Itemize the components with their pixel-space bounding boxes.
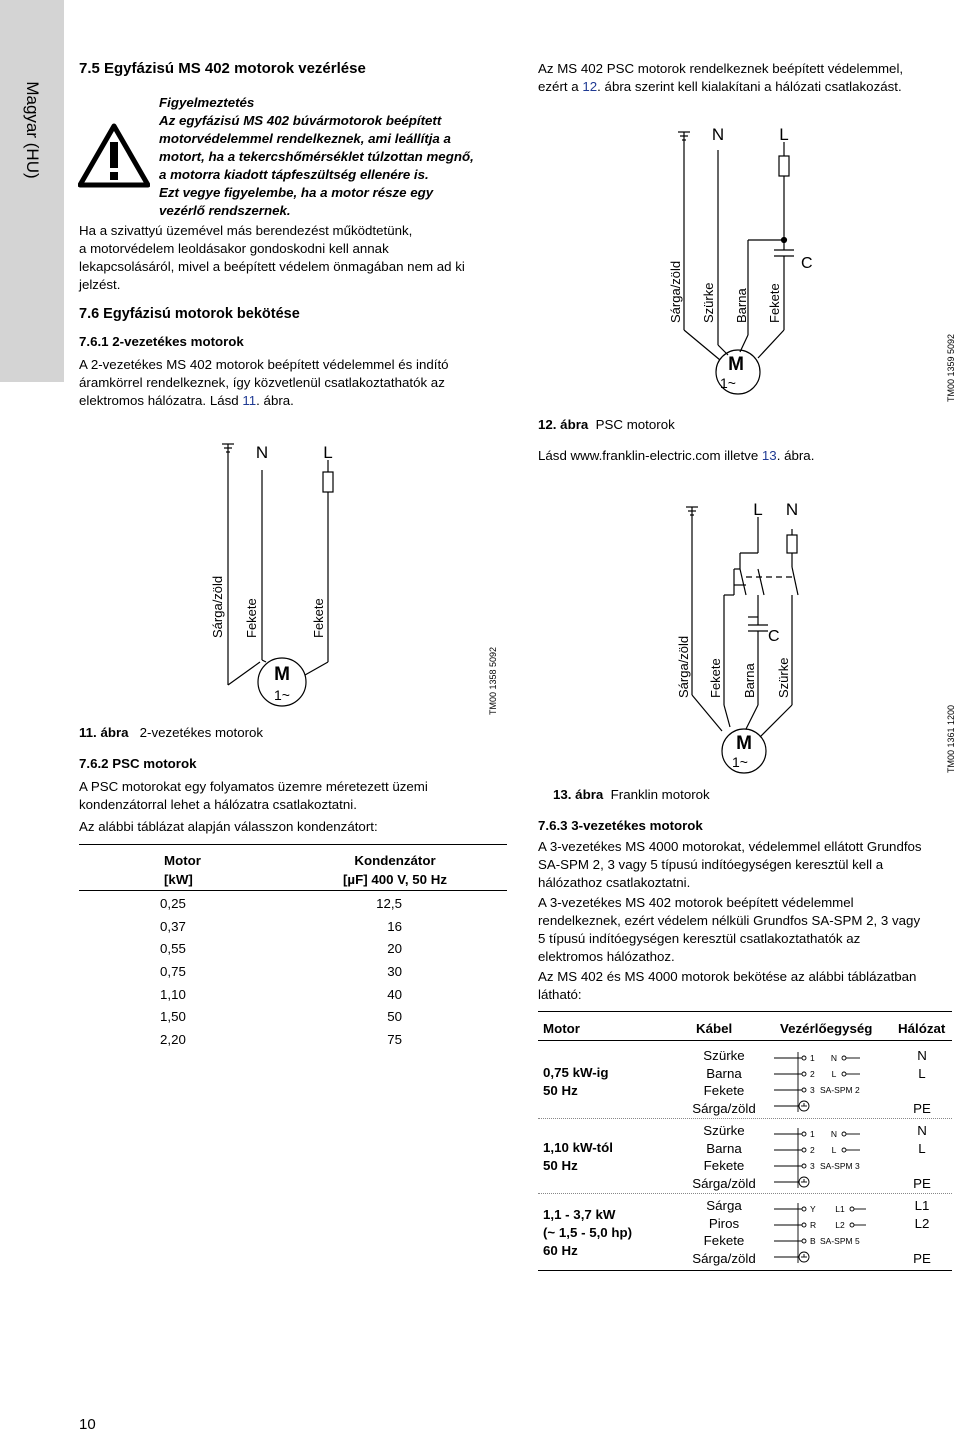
paragraph-see-website: Lásd www.franklin-electric.com illetve 13. ábra. <box>538 448 815 463</box>
figure-12-caption: 12. ábra PSC motorok <box>538 417 675 432</box>
warning-text <box>159 112 474 220</box>
wire-label-1: Fekete <box>244 598 259 638</box>
section-title-7-6-2: 7.6.2 PSC motorok <box>79 756 197 771</box>
row-divider <box>538 1118 952 1119</box>
conn-row-3-motor: 1,1 - 3,7 kW (~ 1,5 - 5,0 hp) 60 Hz <box>543 1207 633 1258</box>
table-row: 0,55 20 <box>160 941 402 957</box>
unit-type-label: SA-SPM 3 <box>820 1161 860 1171</box>
drawing-code: TM00 1358 5092 <box>488 646 498 715</box>
paragraph-3-wire-ms4000 <box>538 838 922 892</box>
warning-line: vezérlő rendszernek. <box>159 203 291 218</box>
table-rule-top <box>79 844 507 845</box>
warning-exclamation-dot <box>110 172 118 180</box>
terminal-label: R <box>810 1220 817 1230</box>
warning-line: a motorra kiadott tápfeszültség ellenére is. <box>159 167 429 182</box>
row-divider <box>538 1193 952 1194</box>
label-C: C <box>768 628 780 645</box>
warning-title: Figyelmeztetés <box>159 95 255 110</box>
text-line: jelzést. <box>79 277 121 292</box>
language-tab <box>0 0 64 382</box>
motor-phase-label: 1~ <box>720 375 736 391</box>
terminal-label: 1 <box>810 1053 815 1063</box>
text-line: rendelkeznek, ezért védelem nélküli Grundfos SA-SPM 2, 3 vagy <box>538 913 921 928</box>
paragraph-motor-protection <box>79 222 465 294</box>
text-line: elektromos hálózathoz. <box>538 949 675 964</box>
label-N: N <box>711 125 725 144</box>
table-row: 0,75 30 <box>160 964 402 980</box>
table-rule-top <box>538 1011 952 1012</box>
conn-row-1-unit-diagram <box>774 1050 874 1114</box>
table-rule-bottom <box>538 1270 952 1271</box>
paragraph-psc-intro <box>538 60 903 96</box>
figure-13-caption: 13. ábra Franklin motorok <box>553 787 710 802</box>
conn-row-2-cables: Szürke Barna Fekete Sárga/zöld <box>692 1123 756 1191</box>
paragraph-connection-table-intro <box>538 968 916 1004</box>
wire-label-1: Szürke <box>701 282 716 323</box>
mains-mark-label: L1 <box>835 1204 845 1214</box>
text-line: kondenzátorral lehet a hálózatra csatlakoztatni. <box>79 797 357 812</box>
wire-label-ground: Sárga/zöld <box>668 260 683 323</box>
terminal-label: 1 <box>810 1129 815 1139</box>
motor-label: M <box>274 664 290 685</box>
warning-line: motorvédelemmel rendelkeznek, ami leállítja a <box>159 131 451 146</box>
paragraph-select-capacitor: Az alábbi táblázat alapján válasszon kondenzátort: <box>79 819 378 834</box>
warning-line: Ezt vegye figyelembe, ha a motor része egy <box>159 185 434 200</box>
conn-row-3-mains: L1 L2 PE <box>913 1198 931 1266</box>
conn-row-3-unit-diagram <box>774 1201 874 1265</box>
motor-label: M <box>736 733 752 754</box>
terminal-label: 2 <box>810 1145 815 1155</box>
wire-label-2: Barna <box>734 288 749 323</box>
label-N: N <box>785 500 799 519</box>
figure-ref-link[interactable]: 12 <box>582 79 598 94</box>
motor-phase-label: 1~ <box>732 754 748 770</box>
text-line: Az MS 402 és MS 4000 motorok bekötése az alábbi táblázatban <box>538 969 917 984</box>
fuse-symbol <box>779 156 789 176</box>
label-L: L <box>323 443 333 462</box>
paragraph-2-wire <box>79 356 449 410</box>
conn-table-header-unit: Vezérlőegység <box>780 1021 873 1036</box>
paragraph-3-wire-ms402 <box>538 894 920 966</box>
terminal-label: 3 <box>810 1161 815 1171</box>
wire-label-ground: Sárga/zöld <box>676 635 691 698</box>
cap-table-header-capacitor <box>336 851 454 889</box>
header-line: [kW] <box>164 872 193 887</box>
section-title-7-5: 7.5 Egyfázisú MS 402 motorok vezérlése <box>79 60 366 77</box>
section-title-7-6-1: 7.6.1 2-vezetékes motorok <box>79 334 244 349</box>
table-row: 2,20 75 <box>160 1032 402 1048</box>
mains-mark-label: N <box>830 1053 838 1063</box>
terminal-label: 2 <box>810 1069 815 1079</box>
motor-label: M <box>728 354 744 375</box>
figure-ref-link[interactable]: 13 <box>761 448 777 463</box>
wire-label-3: Fekete <box>767 283 782 323</box>
text-line: a motorvédelem leoldásakor gondoskodni kell annak <box>79 241 389 256</box>
text-line: hálózathoz csatlakoztatni. <box>538 875 691 890</box>
text-line: A 2-vezetékes MS 402 motorok beépített védelemmel és indító <box>79 357 449 372</box>
unit-type-label: SA-SPM 2 <box>820 1085 860 1095</box>
conn-row-1-motor: 0,75 kW-ig 50 Hz <box>543 1065 609 1098</box>
text-line: A PSC motorokat egy folyamatos üzemre méretezett üzemi <box>79 779 428 794</box>
header-line: Kondenzátor <box>354 853 436 868</box>
warning-icon <box>78 122 150 188</box>
text-line: áramkörrel rendelkeznek, így közvetlenül csatlakoztathatók az <box>79 375 445 390</box>
mains-mark-label: L2 <box>835 1220 845 1230</box>
text-line: látható: <box>538 987 582 1002</box>
conn-table-header-mains: Hálózat <box>898 1021 946 1036</box>
drawing-code: TM00 1359 5092 <box>946 333 956 402</box>
conn-row-2-unit-diagram <box>774 1126 874 1190</box>
wire-label-1: Fekete <box>708 658 723 698</box>
conn-row-3-cables: Sárga Piros Fekete Sárga/zöld <box>692 1198 756 1266</box>
page-number: 10 <box>79 1416 96 1433</box>
text-line: 5 típusú indítóegységen keresztül csatlakoztathatók az <box>538 931 861 946</box>
mains-mark-label: L <box>831 1069 837 1079</box>
table-rule-header <box>538 1040 952 1041</box>
table-row: 1,10 40 <box>160 986 402 1002</box>
figure-11-caption: 11. ábra 2-vezetékes motorok <box>79 725 264 740</box>
language-tab-label: Magyar (HU) <box>23 81 42 179</box>
motor-phase-label: 1~ <box>274 687 290 703</box>
text-line: SA-SPM 2, 3 vagy 5 típusú indítóegységen keresztül kell a <box>538 857 884 872</box>
warning-line: Az egyfázisú MS 402 búvármotorok beépített <box>159 113 442 128</box>
figure-12-diagram <box>660 120 960 410</box>
conn-row-2-motor: 1,10 kW-tól 50 Hz <box>543 1140 613 1173</box>
wire-label-2: Barna <box>742 663 757 698</box>
conn-row-1-mains: N L PE <box>913 1048 931 1116</box>
section-title-7-6-3: 7.6.3 3-vezetékes motorok <box>538 818 703 833</box>
figure-ref-link[interactable]: 11 <box>242 393 257 408</box>
wire-label-2: Fekete <box>311 598 326 638</box>
cap-table-body <box>160 895 440 1054</box>
label-N: N <box>255 443 269 462</box>
table-rule-header <box>79 890 507 891</box>
text-line: elektromos hálózatra. Lásd 11. ábra. <box>79 393 294 408</box>
wire-label-3: Szürke <box>776 657 791 698</box>
drawing-code: TM00 1361 1200 <box>946 704 956 773</box>
text-line: lekapcsolásáról, mivel a beépített védelem önmagában nem ad ki <box>79 259 465 274</box>
warning-line: motort, ha a tekercshőmérséklet túlzottan megnő, <box>159 149 474 164</box>
wire-label-ground: Sárga/zöld <box>210 575 225 638</box>
text-line: Az MS 402 PSC motorok rendelkeznek beépített védelemmel, <box>538 61 904 76</box>
conn-row-2-mains: N L PE <box>913 1123 931 1191</box>
text-line: Ha a szivattyú üzemével más berendezést működtetünk, <box>79 223 413 238</box>
figure-13-diagram <box>660 495 960 785</box>
text-line: ezért a 12. ábra szerint kell kialakítani a hálózati csatlakozást. <box>538 79 902 94</box>
label-L: L <box>753 500 763 519</box>
label-C: C <box>801 255 813 272</box>
unit-type-label: SA-SPM 5 <box>820 1236 860 1246</box>
terminal-label: 3 <box>810 1085 815 1095</box>
header-line: [µF] 400 V, 50 Hz <box>343 872 447 887</box>
cap-table-header-motor <box>164 851 201 889</box>
fuse-symbol <box>787 535 797 553</box>
header-line: Motor <box>164 853 201 868</box>
terminal-label: Y <box>810 1204 816 1214</box>
mains-mark-label: N <box>830 1129 838 1139</box>
table-row: 1,50 50 <box>160 1009 402 1025</box>
text-line: A 3-vezetékes MS 4000 motorokat, védelemmel ellátott Grundfos <box>538 839 922 854</box>
fuse-symbol <box>323 472 333 492</box>
terminal-label: B <box>810 1236 816 1246</box>
label-L: L <box>779 125 789 144</box>
section-title-7-6: 7.6 Egyfázisú motorok bekötése <box>79 306 300 322</box>
mains-mark-label: L <box>831 1145 837 1155</box>
conn-row-1-cables: Szürke Barna Fekete Sárga/zöld <box>692 1048 756 1116</box>
paragraph-psc <box>79 778 428 814</box>
table-row: 0,25 12,5 <box>160 896 402 911</box>
conn-table-header-cable: Kábel <box>696 1021 733 1036</box>
figure-11-diagram <box>190 430 510 720</box>
text-line: A 3-vezetékes MS 402 motorok beépített védelemmel <box>538 895 854 910</box>
conn-table-header-motor: Motor <box>543 1021 580 1036</box>
warning-exclamation-bar <box>110 142 118 168</box>
table-row: 0,37 16 <box>160 918 402 934</box>
